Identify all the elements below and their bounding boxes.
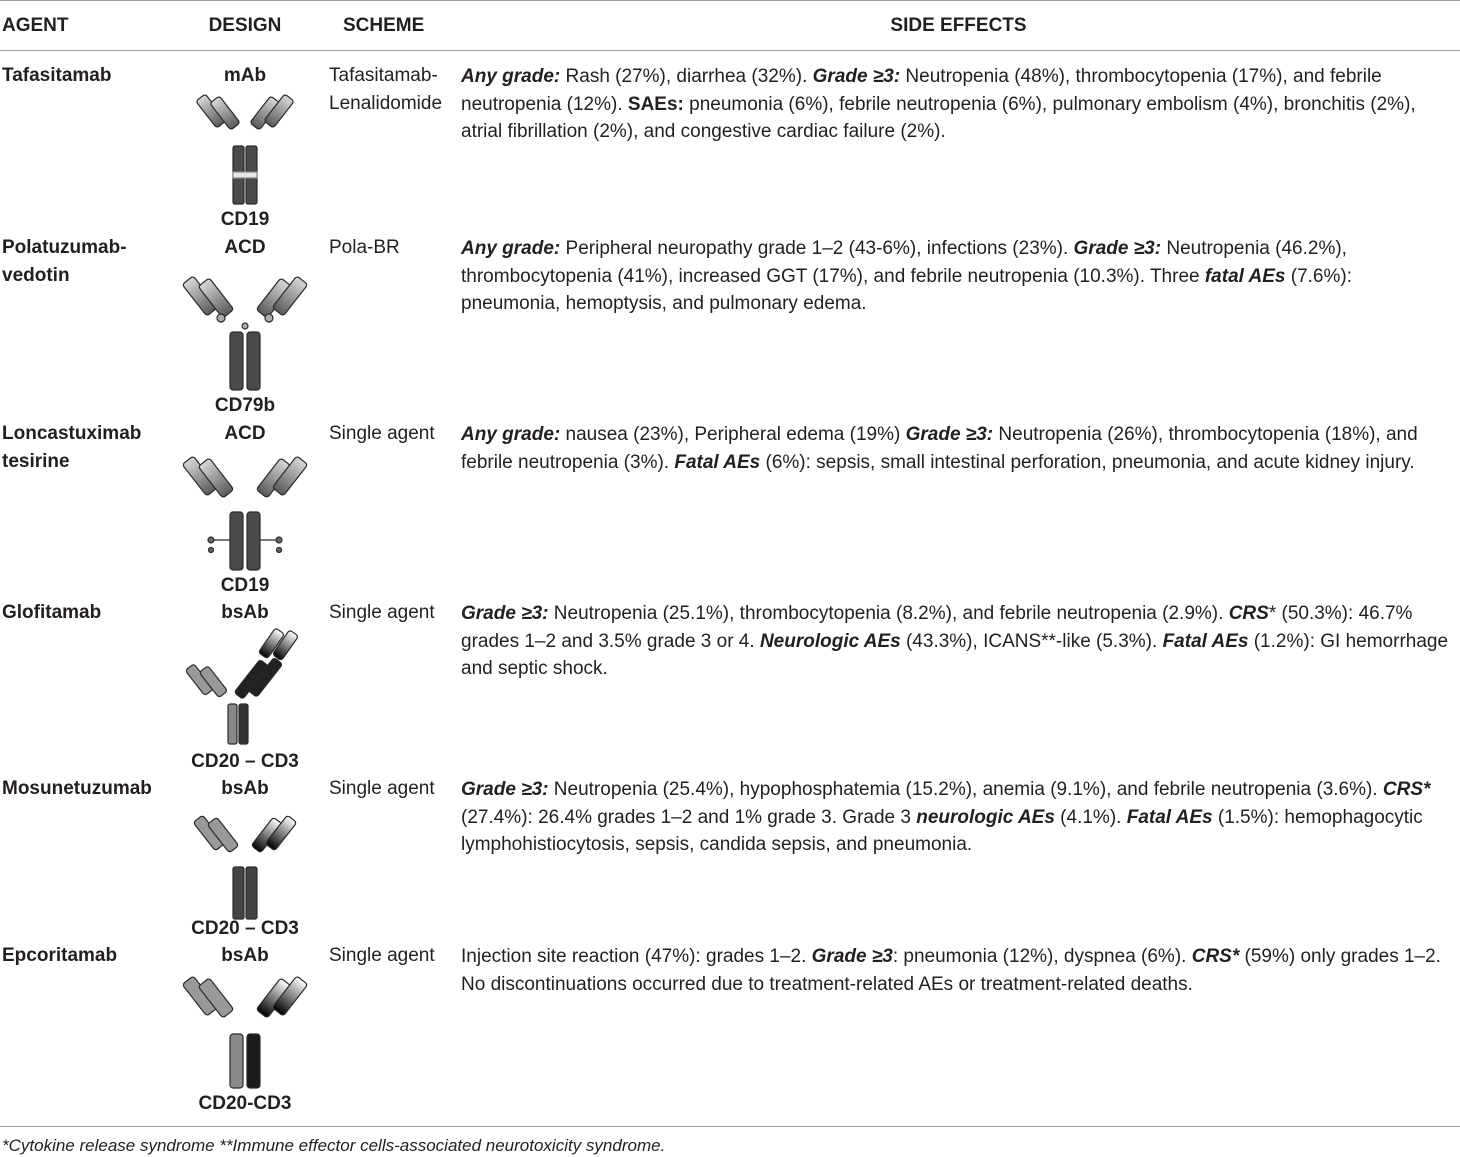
row-6-design-label: CD20-CD3 — [198, 1093, 292, 1114]
side-effect-segment: CRS — [1228, 603, 1269, 624]
side-effect-segment: Injection site reaction (47%): grades 1–2. — [461, 946, 812, 967]
header-scheme: SCHEME — [343, 15, 425, 36]
header-side-effects: SIDE EFFECTS — [890, 15, 1027, 36]
side-effect-segment: (43.3%), ICANS**-like (5.3%). — [900, 630, 1163, 652]
table-footnote: *Cytokine release syndrome **Immune effector cells-associated neurotoxicity syndrome. — [2, 1136, 666, 1155]
side-effect-segment: SAEs: — [627, 93, 684, 115]
side-effect-segment: (6%): sepsis, small intestinal perforation, pneumonia, and acute kidney injury. — [760, 451, 1415, 473]
side-effect-segment: Neutropenia (25.1%), thrombocytopenia (8.2%), and febrile neutropenia (2.9%). — [548, 603, 1229, 624]
side-effect-segment: (1.5%): hemophagocytic lymphohistiocytosis, sepsis, candida sepsis, and pneumonia. — [461, 806, 1423, 855]
acd-antibody-icon — [175, 268, 315, 392]
header-bottom-rule — [0, 50, 1460, 51]
side-effect-segment: CRS* — [1382, 779, 1431, 800]
bsab-antibody-icon — [175, 972, 315, 1090]
table-bottom-rule — [0, 1126, 1460, 1127]
side-effect-segment: Rash (27%), diarrhea (32%). — [560, 66, 813, 87]
row-4-agent: Glofitamab — [2, 602, 102, 623]
side-effect-segment: Neutropenia (48%), thrombocytopenia (17%), and febrile neutropenia (12%). — [461, 66, 1382, 115]
acd-antibody-icon — [175, 450, 315, 572]
side-effect-segment: (7.6%): pneumonia, hemoptysis, and pulmonary edema. — [461, 265, 1352, 314]
row-3-scheme: Single agent — [329, 423, 435, 444]
header-design: DESIGN — [208, 15, 282, 36]
row-4-design-type: bsAb — [221, 602, 269, 623]
bsab-antibody-icon — [180, 628, 310, 748]
bsab-antibody-icon — [185, 806, 305, 926]
row-5-design-type: bsAb — [221, 778, 269, 799]
row-3-design-label: CD19 — [220, 575, 270, 596]
side-effect-segment: (59%) only grades 1–2. No discontinuations occurred due to treatment-related AEs or treatment-related deaths. — [461, 946, 1441, 995]
row-4-design-label: CD20 – CD3 — [191, 751, 299, 772]
side-effect-segment: neurologic AEs — [916, 806, 1055, 828]
row-5-side-effects — [461, 776, 1456, 859]
row-2-side-effects — [461, 235, 1456, 318]
row-6-agent: Epcoritamab — [2, 945, 118, 966]
side-effect-segment: Grade ≥3: — [1073, 238, 1162, 259]
side-effect-segment: nausea (23%), Peripheral edema (19%) — [560, 424, 906, 445]
side-effect-segment: Any grade: — [461, 424, 561, 445]
side-effect-segment: Neurologic AEs — [759, 630, 901, 652]
row-1-scheme: Tafasitamab- Lenalidomide — [329, 65, 443, 114]
side-effect-segment: Fatal AEs — [1162, 630, 1249, 652]
row-4-scheme: Single agent — [329, 602, 435, 623]
row-5-scheme: Single agent — [329, 778, 435, 799]
header-agent: AGENT — [2, 15, 69, 36]
side-effect-segment: Neutropenia (26%), thrombocytopenia (18%), and febrile neutropenia (3%). — [461, 424, 1418, 473]
side-effect-segment: : pneumonia (12%), dyspnea (6%). — [892, 946, 1192, 967]
side-effect-segment: (27.4%): 26.4% grades 1–2 and 1% grade 3. Grade 3 — [461, 806, 917, 828]
row-3-design-type: ACD — [224, 423, 266, 444]
side-effect-segment: Any grade: — [461, 238, 561, 259]
side-effect-segment: (4.1%). — [1054, 806, 1127, 828]
table-top-rule — [0, 0, 1460, 1]
mab-antibody-icon — [185, 88, 305, 208]
side-effect-segment: Fatal AEs — [674, 451, 761, 473]
side-effect-segment: Grade ≥3: — [461, 779, 549, 800]
row-5-agent: Mosunetuzumab — [2, 778, 152, 799]
row-4-side-effects — [461, 600, 1456, 683]
row-6-scheme: Single agent — [329, 945, 435, 966]
row-3-side-effects — [461, 421, 1456, 476]
row-2-agent: Polatuzumab- vedotin — [2, 237, 127, 286]
side-effect-segment: Fatal AEs — [1126, 806, 1213, 828]
row-5-design-label: CD20 – CD3 — [191, 918, 299, 939]
row-1-side-effects — [461, 63, 1456, 146]
side-effect-segment: * (50.3%): 46.7% grades 1–2 and 3.5% grade 3 or 4. — [461, 603, 1413, 652]
side-effect-segment: Neutropenia (46.2%), thrombocytopenia (41%), increased GGT (17%), and febrile neutropenia (10.3%). Three — [461, 238, 1347, 287]
row-3-agent: Loncastuximab tesirine — [2, 423, 142, 472]
side-effect-segment: Neutropenia (25.4%), hypophosphatemia (15.2%), anemia (9.1%), and febrile neutropenia (3.6%). — [548, 779, 1383, 800]
row-2-scheme: Pola-BR — [329, 237, 400, 258]
side-effect-segment: Any grade: — [461, 66, 561, 87]
side-effect-segment: pneumonia (6%), febrile neutropenia (6%), pulmonary embolism (4%), bronchitis (2%), atrial fibrillation (2%), and congestive cardiac failure (2%). — [461, 93, 1416, 142]
row-6-design-type: bsAb — [221, 945, 269, 966]
row-2-design-type: ACD — [224, 237, 266, 258]
side-effect-segment: (1.2%): GI hemorrhage and septic shock. — [461, 630, 1449, 679]
side-effect-segment: fatal AEs — [1204, 265, 1286, 287]
side-effect-segment: Peripheral neuropathy grade 1–2 (43-6%), infections (23%). — [560, 238, 1074, 259]
side-effect-segment: Grade ≥3: — [461, 603, 549, 624]
side-effect-segment: Grade ≥3: — [812, 66, 901, 87]
side-effect-segment: CRS* — [1191, 946, 1240, 967]
row-1-design-label: CD19 — [220, 209, 270, 230]
row-6-side-effects — [461, 943, 1456, 998]
row-1-design-type: mAb — [223, 65, 267, 86]
side-effect-segment: Grade ≥3: — [905, 424, 994, 445]
side-effect-segment: Grade ≥3 — [811, 946, 893, 967]
row-2-design-label: CD79b — [214, 395, 276, 416]
row-1-agent: Tafasitamab — [2, 65, 112, 86]
